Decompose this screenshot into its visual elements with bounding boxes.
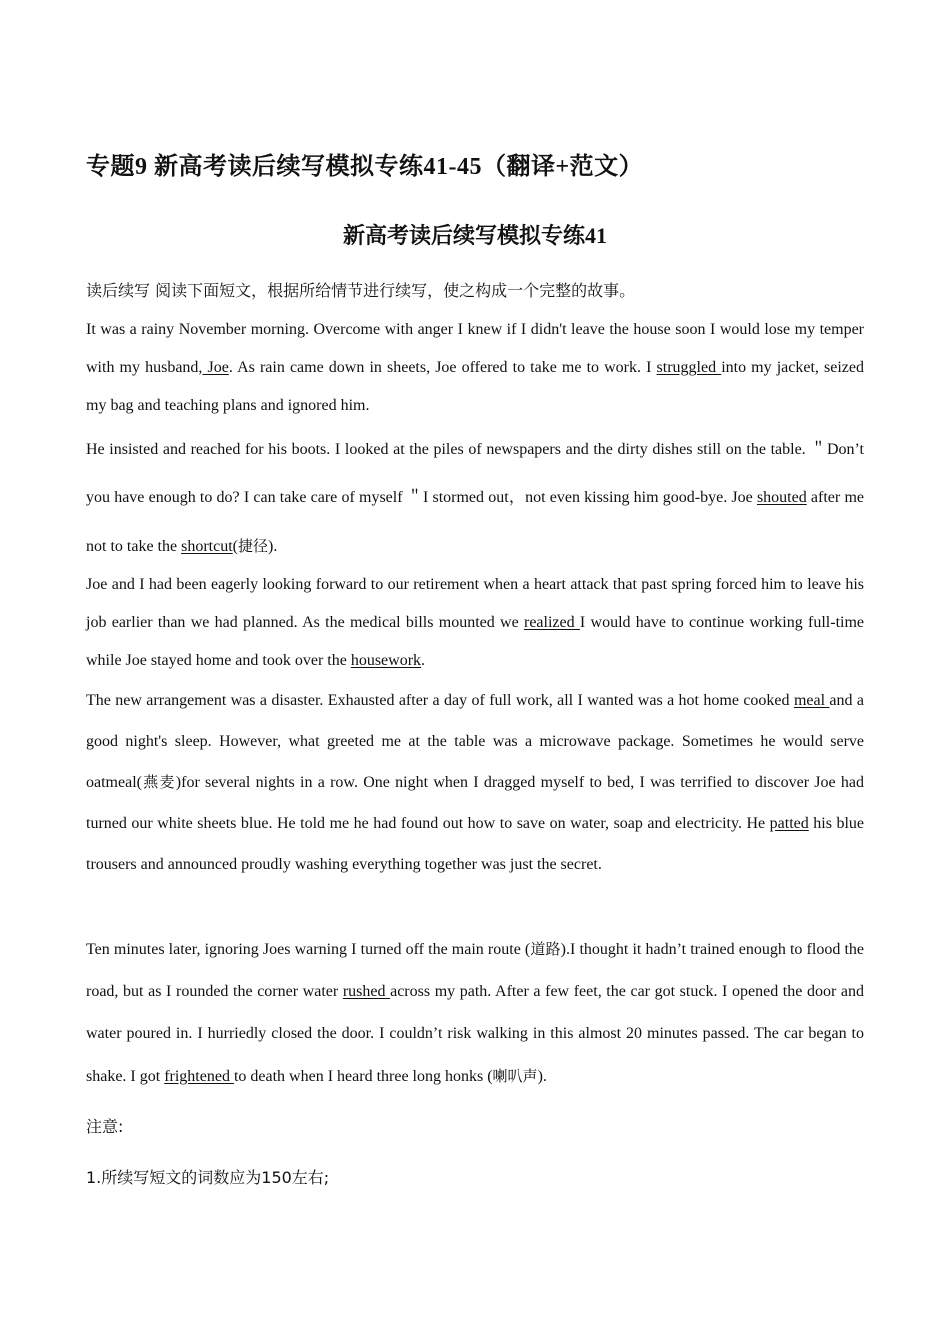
note-item: 1.所续写短文的词数应为150左右;: [86, 1168, 330, 1187]
vocab-word: patted: [769, 815, 809, 832]
text-run: Joe and I had been eagerly looking forward to our retirement when a heart attack that past spring forced him to leave his job earlier than we had planned. As the medical bills mounted we: [86, 576, 864, 631]
text-run: He insisted and reached for his boots. I looked at the piles of newspapers and the dirty dishes still on the table. ＂Don’t you have enough to do? I can take care of myself ＂I stormed out，not even kissing him good-bye. Joe: [86, 441, 865, 506]
text-run: I would have to continue working full-time while Joe stayed home and took over the: [86, 614, 865, 669]
text-run: across my path. After a few feet, the car got stuck. I opened the door and water poured in. I hurriedly closed the door. I couldn’t risk walking in this almost 20 minutes passed. The car began to shake. I got: [86, 983, 865, 1085]
text-run: Ten minutes later, ignoring Joes warning I turned off the main route (: [86, 941, 531, 958]
chinese-gloss: 道路: [530, 940, 561, 958]
story-paragraph: [86, 311, 864, 425]
vocab-word: realized: [523, 614, 580, 631]
text-run: .: [421, 652, 426, 669]
vocab-word: frightened: [164, 1068, 234, 1085]
text-run: and a good night's sleep. However, what greeted me at the table was a microwave package. Sometimes he would serve oatmeal(: [86, 692, 865, 791]
vocab-word: shouted: [756, 489, 807, 506]
text-run: . As rain came down in sheets, Joe offered to take me to work. I: [228, 359, 657, 376]
story-paragraph: [86, 566, 864, 680]
story-paragraph: [86, 928, 864, 1098]
vocab-word: Joe: [202, 359, 229, 376]
document-title: 专题9 新高考读后续写模拟专练41-45（翻译+范文）: [86, 154, 644, 180]
notes-heading: 注意:: [86, 1117, 124, 1136]
vocab-word: housework: [350, 652, 422, 669]
text-run: (: [232, 538, 238, 555]
chinese-gloss: 燕麦: [141, 773, 176, 791]
text-run: )for several nights in a row. One night when I dragged myself to bed, I was terrified to discover Joe had turned our white sheets blue. He told me he had found out how to save on water, soap and electricity. He: [86, 774, 864, 832]
instruction-text: 读后续写 阅读下面短文，根据所给情节进行续写，使之构成一个完整的故事。: [86, 281, 636, 300]
story-paragraph: [86, 680, 864, 885]
text-run: ).I thought it hadn’t trained enough to flood the road, but as I rounded the corner water: [86, 941, 864, 1000]
chinese-gloss: 捷径: [237, 537, 268, 555]
text-run: It was a rainy November morning. Overcome with anger I knew if I didn't leave the house soon I would lose my temper with my husband,: [86, 321, 864, 376]
vocab-word: rushed: [342, 983, 391, 1000]
vocab-word: meal: [793, 692, 830, 709]
chinese-gloss: 喇叭声: [492, 1067, 538, 1085]
exercise-title: 新高考读后续写模拟专练41: [342, 223, 607, 248]
text-run: into my jacket, seized my bag and teaching plans and ignored him.: [86, 359, 864, 414]
text-run: to death when I heard three long honks (: [233, 1068, 493, 1085]
text-run: his blue trousers and announced proudly washing everything together was just the secret.: [86, 815, 865, 873]
vocab-word: shortcut: [181, 538, 233, 555]
text-run: ).: [267, 538, 278, 555]
vocab-word: struggled: [656, 359, 722, 376]
text-run: after me not to take the: [86, 489, 864, 555]
text-run: ).: [537, 1068, 547, 1085]
text-run: The new arrangement was a disaster. Exhausted after a day of full work, all I wanted was a hot home cooked: [86, 692, 794, 709]
story-paragraph: [86, 426, 864, 571]
